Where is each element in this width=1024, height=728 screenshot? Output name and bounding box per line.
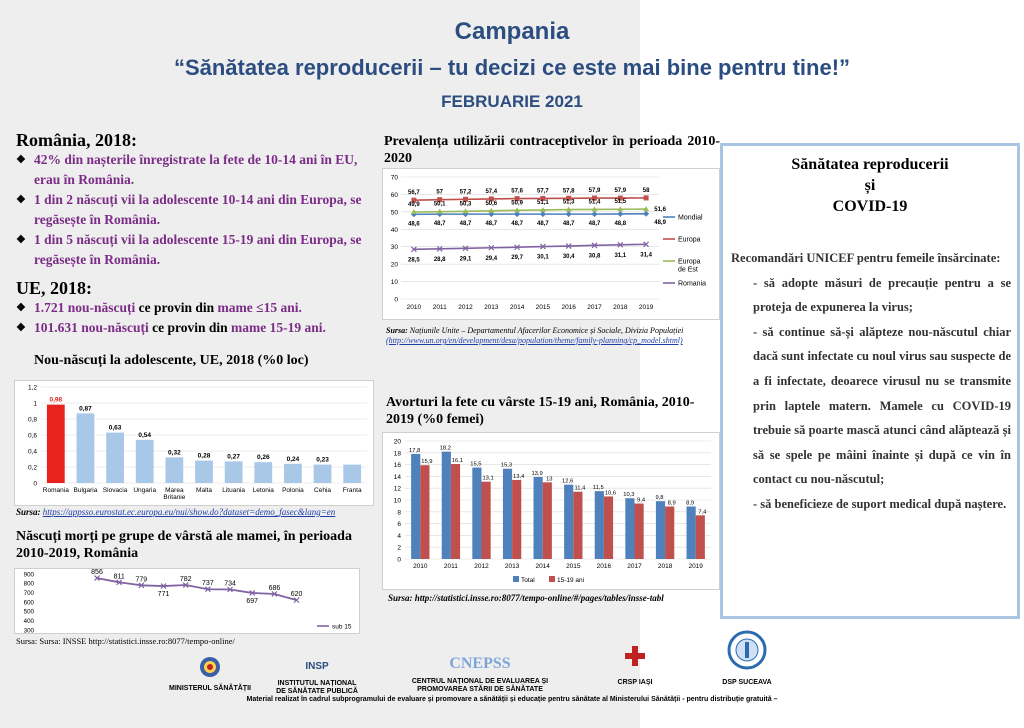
y-tick-label: 0,8: [27, 416, 37, 424]
data-label: 57,9: [614, 188, 627, 195]
data-label: 57,6: [511, 188, 523, 195]
y-tick-label: 0,2: [27, 464, 37, 472]
data-label: 15,9: [421, 459, 433, 466]
data-label: 57,9: [588, 188, 601, 195]
x-tick-label: 2011: [443, 563, 458, 570]
bar: [665, 506, 674, 559]
data-label: 31,1: [614, 252, 627, 259]
bar: [47, 405, 65, 483]
legend-label: sub 15: [332, 623, 352, 631]
y-tick-label: 4: [397, 532, 401, 540]
data-label: 48,7: [485, 221, 498, 228]
y-tick-label: 8: [397, 509, 401, 517]
data-label: 48,7: [537, 221, 549, 228]
y-tick-label: 18: [393, 450, 401, 458]
stillbirths-svg: [15, 569, 359, 633]
legend-swatch: [513, 576, 519, 582]
data-label: 50,1: [433, 201, 446, 208]
ministry-logo: [150, 656, 270, 693]
contraceptive-source-label: Sursa:: [386, 326, 408, 335]
teen-births-chart-title: Nou-născuți la adolescente, UE, 2018 (%0 loc): [34, 353, 309, 368]
insp-logo-mark: INSP: [305, 661, 329, 672]
series-line: [414, 214, 646, 215]
data-label: 13: [546, 476, 553, 483]
bar: [451, 464, 460, 559]
bar: [543, 482, 552, 559]
x-tick-label: 2014: [509, 304, 525, 311]
data-label: 48,6: [408, 221, 420, 228]
bar: [534, 477, 543, 559]
teen-births-source-link[interactable]: https://appsso.eurostat.ec.europa.eu/nui/show.do?dataset=demo_fasec&lang=en: [42, 507, 336, 517]
data-label: 57: [436, 189, 444, 196]
y-tick-label: 0,4: [27, 448, 37, 456]
y-tick-label: 16: [393, 462, 401, 470]
x-tick-label: Ungaria: [133, 487, 157, 494]
legend-swatch: [549, 576, 555, 582]
stillbirths-chart-title: Născuți morți pe grupe de vârstă ale mamei, în perioada 2010-2019, România: [16, 529, 352, 561]
y-tick-label: 0: [394, 296, 398, 304]
data-label: 28,8: [433, 256, 446, 263]
x-tick-label: 2017: [627, 563, 642, 570]
data-label: 0,26: [256, 454, 270, 462]
y-tick-label: 1: [33, 400, 37, 408]
data-label: 16,1: [451, 458, 464, 465]
covid-box-title-3: COVID-19: [832, 198, 908, 215]
bar: [254, 462, 272, 483]
x-tick-label: Romania: [42, 487, 69, 494]
data-label: 57,8: [562, 188, 575, 195]
data-label: 0,27: [227, 453, 240, 461]
bar: [625, 498, 634, 559]
dsp-logo: [712, 630, 782, 687]
data-label: 782: [179, 576, 192, 584]
data-label: 9,4: [637, 497, 646, 504]
x-tick-label: 2015: [535, 304, 551, 311]
bar: [564, 485, 573, 559]
contraceptive-source-text: Națiunile Unite – Departamentul Afacerilor Economice și Sociale, Divizia Populației: [407, 326, 684, 335]
bar: [314, 465, 332, 483]
y-tick-label: 700: [23, 589, 34, 597]
bar: [482, 482, 491, 559]
data-label: 48,7: [459, 221, 472, 228]
covid-box-intro: Recomandări UNICEF pentru femeile însărcinate:: [731, 251, 1001, 265]
data-label: 50,6: [485, 200, 498, 207]
abortions-source: Sursa: http://statistici.insse.ro:8077/tempo-online/#/pages/tables/insse-tabl: [388, 593, 664, 603]
data-label: 51,1: [537, 199, 549, 206]
bar: [573, 492, 582, 559]
crsp-logo-label: CRSP IAȘI: [617, 679, 653, 686]
y-tick-label: 0,6: [27, 432, 37, 440]
data-label: 13,1: [482, 475, 494, 482]
data-point: [644, 195, 649, 200]
x-tick-label: 2010: [413, 563, 428, 570]
crsp-emblem-icon: [623, 644, 647, 668]
contraceptive-svg: [383, 169, 719, 319]
teen-births-source: [16, 507, 335, 517]
cnepss-logo-mark: CNEPSS: [449, 655, 511, 672]
series-line: [414, 198, 646, 200]
y-tick-label: 500: [23, 608, 34, 616]
bar: [635, 504, 644, 559]
abortions-chart-title: Avorturi la fete cu vârste 15-19 ani, România, 2010-2019 (%0 femei): [386, 395, 695, 427]
bar: [472, 468, 481, 559]
stillbirths-source: Sursa: Sursa: INSSE http://statistici.insse.ro:8077/tempo-online/: [16, 636, 235, 646]
bar: [343, 465, 361, 483]
romania-fact-1: ❖ 42% din nașterile înregistrate la fete de 10-14 ani în EU, erau în România.: [16, 150, 376, 190]
data-label: 7,4: [698, 509, 707, 516]
y-tick-label: 0: [397, 556, 401, 564]
x-tick-label: 2013: [484, 304, 499, 311]
teen-births-svg: [15, 381, 373, 505]
dsp-logo-label: DSP SUCEAVA: [722, 679, 772, 686]
data-label: 10,6: [604, 490, 617, 497]
data-label: 50,9: [511, 200, 523, 207]
data-label: 51,5: [614, 199, 627, 206]
x-tick-label: Malta: [196, 487, 212, 494]
ue-fact-2-mid: ce provin din: [148, 320, 232, 335]
bar: [687, 506, 696, 559]
x-tick-label: 2012: [458, 304, 473, 311]
bar: [595, 491, 604, 559]
bar: [604, 496, 613, 559]
y-tick-label: 10: [390, 279, 398, 287]
x-tick-label: 2014: [535, 563, 550, 570]
bar: [195, 461, 213, 483]
data-label: 13,9: [531, 470, 543, 477]
data-label: 9,8: [655, 495, 664, 502]
data-label: 0,87: [79, 405, 92, 413]
y-tick-label: 1,2: [27, 384, 37, 392]
data-label: 51,4: [588, 199, 601, 206]
data-label: 779: [135, 576, 148, 584]
data-label: 15,3: [500, 462, 513, 469]
x-tick-label: 2012: [474, 563, 489, 570]
romania-fact-3: ❖ 1 din 5 născuți vii la adolescente 15-19 ani din Europa, se regăsește în România.: [16, 230, 376, 270]
ministry-emblem-icon: [199, 656, 221, 678]
ue-fact-1: [16, 298, 376, 318]
insp-logo: [262, 656, 372, 696]
data-label: 29,7: [511, 255, 523, 262]
campaign-title: “Sănătatea reproducerii – tu decizi ce este mai bine pentru tine!”: [173, 55, 851, 80]
y-tick-label: 50: [390, 209, 398, 217]
data-label: 697: [246, 597, 259, 605]
legend-label: Total: [521, 577, 535, 584]
data-label: 31,4: [640, 252, 652, 259]
data-label: 48,7: [562, 221, 575, 228]
covid-rec-1: - să adopte măsuri de precauție pentru a se proteja de expunerea la virus;: [753, 275, 1011, 315]
y-tick-label: 600: [23, 599, 34, 607]
data-label: 18,2: [439, 445, 451, 452]
data-label: 734: [224, 580, 236, 588]
x-tick-label: 2017: [587, 304, 602, 311]
data-label: 13,4: [513, 473, 525, 480]
data-label: 30,8: [588, 253, 601, 260]
covid-box-body: [731, 246, 1011, 517]
legend-label: Europa: [678, 258, 701, 266]
x-tick-label: 2019: [638, 304, 654, 311]
contraceptive-chart: [382, 168, 720, 320]
data-label: 11,5: [592, 485, 604, 492]
y-tick-label: 900: [23, 571, 34, 579]
ministry-logo-label: MINISTERUL SĂNĂTĂȚII: [169, 685, 251, 692]
data-label: 48,8: [614, 220, 627, 227]
x-tick-label: Lituania: [222, 487, 246, 494]
legend-label: Mondial: [678, 214, 703, 222]
cnepss-logo-label-1: CENTRUL NAȚIONAL DE EVALUAREA ȘI: [411, 678, 549, 685]
x-tick-label: 2016: [596, 563, 612, 570]
abortions-svg: [383, 433, 719, 589]
data-label: 0,28: [197, 452, 211, 460]
x-tick-label: 2016: [561, 304, 576, 311]
x-tick-label: 2018: [657, 563, 673, 570]
bar: [411, 454, 420, 559]
data-label: 771: [157, 591, 170, 599]
data-label: 48,7: [588, 221, 601, 228]
ue-fact-2-end: mame 15-19 ani.: [231, 320, 326, 335]
data-label: 56,7: [408, 190, 420, 197]
ue-fact-1-num: 1.721 nou-născuți: [34, 300, 136, 315]
bar: [656, 501, 665, 559]
bar: [77, 413, 95, 483]
data-label: 48,9: [654, 219, 666, 226]
data-label: 51,3: [562, 199, 575, 206]
campaign-label: Campania: [454, 18, 570, 45]
x-tick-label: Slovacia: [102, 487, 128, 494]
data-label: 57,4: [485, 188, 498, 195]
data-label: 0,63: [108, 424, 122, 432]
bar: [420, 465, 429, 559]
y-tick-label: 300: [23, 627, 34, 633]
data-label: 50,3: [459, 201, 472, 208]
campaign-date: FEBRUARIE 2021: [441, 92, 583, 111]
y-tick-label: 14: [393, 473, 401, 481]
legend-label: Europa: [678, 236, 701, 244]
x-tick-label: Letonia: [252, 487, 274, 494]
covid-rec-2: - să continue să-și alăpteze nou-născutul chiar dacă sunt infectate cu noul virus sau suspecte de a fi infectate, deoarece virusul nu se transmite prin laptele matern. Mamele cu COVID-19 trebuie să poarte mască atunci când alăptează și să se spele pe mâini înainte și după ce vin în contact cu nou-născutul;: [753, 324, 1011, 487]
data-label: 10,3: [623, 492, 635, 499]
bar: [106, 433, 124, 483]
data-label: 28,5: [408, 257, 420, 264]
bar: [442, 452, 451, 559]
y-tick-label: 6: [397, 521, 401, 529]
y-tick-label: 60: [390, 191, 398, 199]
covid-info-box: [720, 143, 1020, 619]
data-label: 48,7: [511, 221, 523, 228]
data-label: 30,1: [537, 254, 549, 261]
data-label: 49,9: [408, 202, 420, 209]
x-tick-label: Cehia: [314, 487, 332, 494]
data-label: 0,24: [286, 455, 300, 463]
romania-fact-2: ❖ 1 din 2 născuți vii la adolescente 10-14 ani din Europa, se regăsește în România.: [16, 190, 376, 230]
ue-fact-2-num: 101.631 nou-născuți: [34, 320, 149, 335]
data-label: 0,32: [168, 449, 181, 457]
footer-note: Material realizat în cadrul subprogramului de evaluare și promovare a sănătății și educație pentru sănătate al Ministerului Sănătății - pentru distribuție gratuită –: [246, 696, 778, 703]
x-tick-label: Franta: [342, 487, 362, 494]
insp-logo-label-1: INSTITUTUL NAȚIONAL: [277, 680, 357, 687]
x-tick-label: 2011: [432, 304, 447, 311]
data-label: 17,8: [409, 447, 421, 454]
y-tick-label: 800: [23, 580, 34, 588]
data-label: 0,98: [49, 396, 63, 404]
y-tick-label: 20: [390, 261, 398, 269]
covid-rec-3: - să beneficieze de suport medical după naștere.: [753, 496, 1007, 511]
x-tick-label: Polonia: [282, 487, 304, 494]
data-label: 811: [113, 573, 125, 581]
y-tick-label: 10: [393, 497, 401, 505]
data-label: 0,23: [316, 456, 329, 464]
data-label: 856: [91, 569, 103, 577]
cnepss-logo: [400, 652, 560, 694]
data-label: 686: [268, 584, 281, 592]
y-tick-label: 400: [23, 617, 34, 625]
ue-fact-1-mid: ce provin din: [135, 300, 218, 315]
x-tick-label: 2019: [688, 563, 703, 570]
x-tick-label: Marea: [165, 487, 184, 494]
ue-heading: UE, 2018:: [16, 278, 92, 298]
data-label: 29,1: [459, 256, 472, 263]
ue-fact-1-end: mame ≤15 ani.: [217, 300, 302, 315]
x-tick-label: Bulgaria: [73, 487, 98, 494]
bar: [165, 457, 183, 483]
x-tick-label: 2018: [613, 304, 628, 311]
data-label: 11,4: [574, 485, 586, 492]
series-line: [97, 578, 297, 600]
data-label: 737: [202, 580, 214, 588]
contraceptive-source: [386, 326, 726, 346]
contraceptive-chart-title: Prevalența utilizării contraceptivelor în perioada 2010-2020: [384, 134, 720, 166]
bar: [136, 440, 154, 483]
data-label: 51,6: [654, 207, 666, 214]
cnepss-logo-label-2: PROMOVAREA STĂRII DE SĂNĂTATE: [417, 686, 543, 693]
data-label: 57,7: [537, 188, 549, 195]
y-tick-label: 0: [33, 480, 37, 488]
y-tick-label: 20: [393, 438, 401, 446]
bar: [503, 469, 512, 559]
insp-logo-label-2: DE SĂNĂTATE PUBLICĂ: [276, 688, 358, 695]
legend-label: de Est: [678, 266, 698, 274]
data-label: 8,9: [667, 500, 676, 507]
x-tick-label: 2015: [566, 563, 581, 570]
legend-label: 15-19 ani: [557, 577, 585, 584]
ue-fact-2: [16, 318, 376, 338]
crsp-logo: [605, 644, 665, 687]
x-tick-label: 2010: [406, 304, 422, 311]
data-label: 58: [642, 187, 650, 194]
y-tick-label: 30: [390, 244, 398, 252]
data-label: 48,7: [433, 221, 446, 228]
bar: [225, 461, 243, 483]
contraceptive-source-link[interactable]: (http://www.un.org/en/development/desa/population/theme/family-planning/cp_model.shtml): [386, 336, 683, 345]
covid-box-title-1: Sănătatea reproducerii: [791, 156, 949, 173]
romania-heading: România, 2018:: [16, 130, 137, 150]
ue-facts: [16, 298, 376, 338]
data-label: 29,4: [485, 255, 498, 262]
dsp-emblem-icon: [727, 630, 767, 670]
data-label: 30,4: [562, 254, 575, 261]
stillbirths-chart: [14, 568, 360, 634]
y-tick-label: 40: [390, 226, 398, 234]
bar: [284, 464, 302, 483]
y-tick-label: 2: [397, 544, 401, 552]
x-tick-label: 2013: [504, 563, 520, 570]
teen-births-chart: [14, 380, 374, 506]
legend-label: Romania: [678, 280, 707, 288]
bar: [512, 480, 521, 559]
abortions-chart: [382, 432, 720, 590]
bar: [696, 515, 705, 559]
romania-facts: [16, 150, 376, 270]
teen-births-source-label: Sursa:: [16, 507, 41, 517]
x-tick-label: Britanie: [163, 494, 186, 501]
data-label: 57,2: [459, 189, 472, 196]
data-label: 12,6: [562, 478, 574, 485]
y-tick-label: 70: [390, 174, 398, 182]
covid-box-title-2: și: [864, 177, 876, 194]
data-label: 620: [290, 591, 303, 599]
data-label: 8,9: [686, 500, 695, 507]
data-label: 0,54: [138, 431, 152, 439]
covid-box-title: [723, 154, 1017, 217]
data-label: 15,5: [470, 461, 482, 468]
y-tick-label: 12: [393, 485, 401, 493]
